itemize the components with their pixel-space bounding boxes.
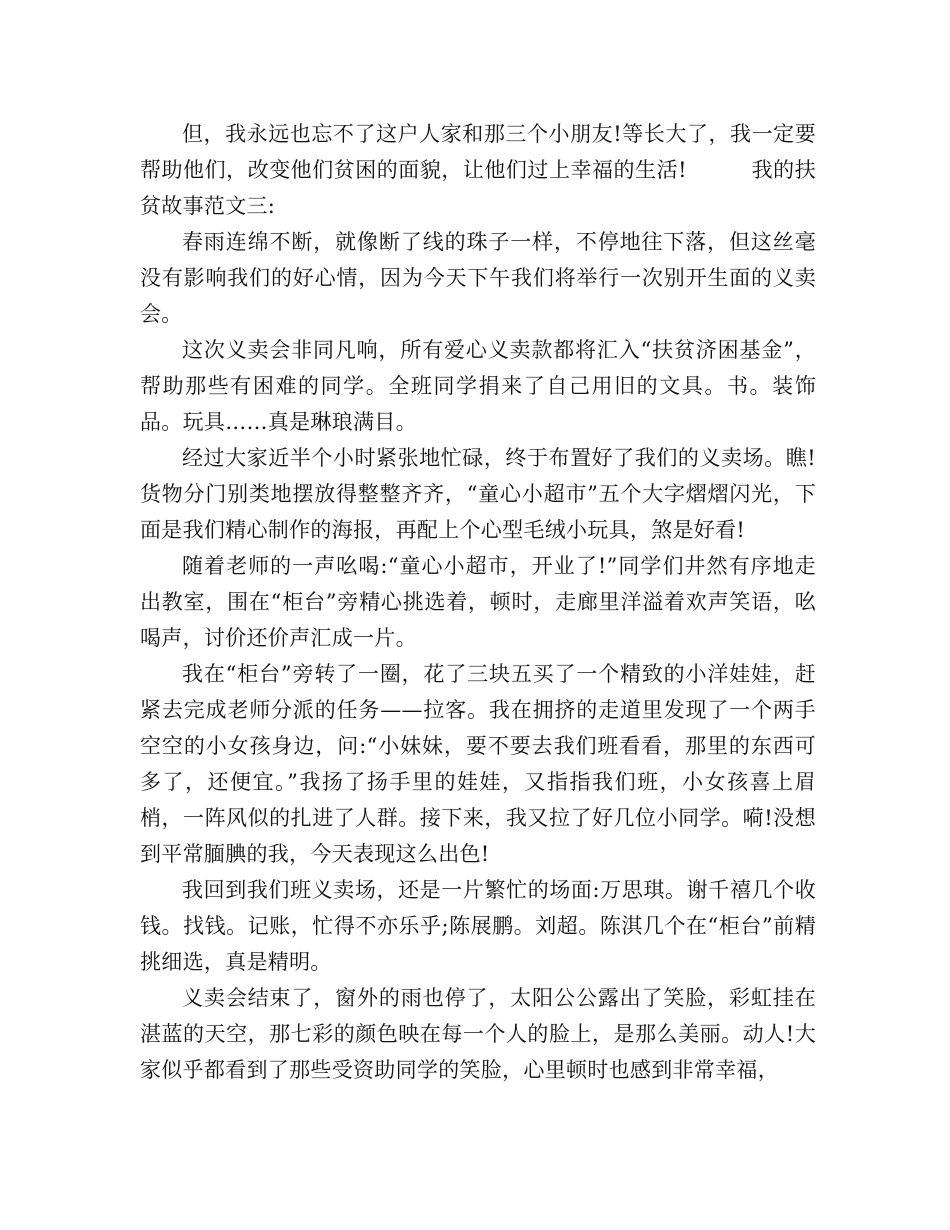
paragraph-4: 经过大家近半个小时紧张地忙碌，终于布置好了我们的义卖场。瞧!货物分门别类地摆放得整整齐齐，“童心小超市”五个大字熠熠闪光，下面是我们精心制作的海报，再配上个心型毛绒小玩具，煞是好看! <box>140 446 816 542</box>
paragraph-2: 春雨连绵不断，就像断了线的珠子一样，不停地往下落，但这丝毫没有影响我们的好心情，因为今天下午我们将举行一次别开生面的义卖会。 <box>140 230 816 326</box>
paragraph-5: 随着老师的一声吆喝:“童心小超市，开业了!”同学们井然有序地走出教室，围在“柜台”旁精心挑选着，顿时，走廊里洋溢着欢声笑语，吆喝声，讨价还价声汇成一片。 <box>140 554 816 650</box>
paragraph-7: 我回到我们班义卖场，还是一片繁忙的场面:万思琪。谢千禧几个收钱。找钱。记账，忙得不亦乐乎;陈展鹏。刘超。陈淇几个在“柜台”前精挑细选，真是精明。 <box>140 878 816 974</box>
paragraph-6: 我在“柜台”旁转了一圈，花了三块五买了一个精致的小洋娃娃，赶紧去完成老师分派的任务——拉客。我在拥挤的走道里发现了一个两手空空的小女孩身边，问:“小妹妹，要不要去我们班看看，那里的东西可多了，还便宜。”我扬了扬手里的娃娃，又指指我们班，小女孩喜上眉梢，一阵风似的扎进了人群。接下来，我又拉了好几位小同学。嗬!没想到平常腼腆的我，今天表现这么出色! <box>140 662 816 866</box>
paragraph-8: 义卖会结束了，窗外的雨也停了，太阳公公露出了笑脸，彩虹挂在湛蓝的天空，那七彩的颜色映在每一个人的脸上，是那么美丽。动人!大家似乎都看到了那些受资助同学的笑脸，心里顿时也感到非常幸福， <box>140 986 816 1082</box>
paragraph-1: 但，我永远也忘不了这户人家和那三个小朋友!等长大了，我一定要帮助他们，改变他们贫困的面貌，让他们过上幸福的生活! 我的扶贫故事范文三: <box>140 122 816 218</box>
paragraph-3: 这次义卖会非同凡响，所有爱心义卖款都将汇入“扶贫济困基金”，帮助那些有困难的同学。全班同学捐来了自己用旧的文具。书。装饰品。玩具……真是琳琅满目。 <box>140 338 816 434</box>
document-body <box>140 116 816 1088</box>
